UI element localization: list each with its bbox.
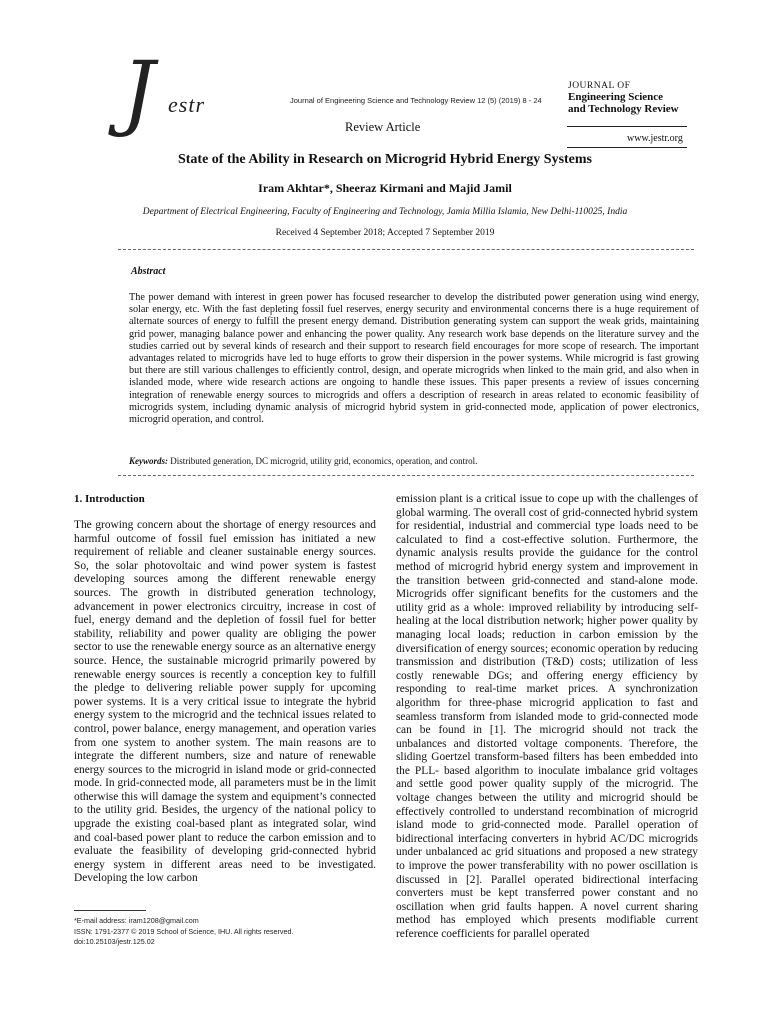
keywords-label: Keywords: xyxy=(129,456,168,466)
abstract-heading: Abstract xyxy=(131,266,166,277)
body-column-left: The growing concern about the shortage of energy resources and harmful outcome of fossil fuel emission has initiated a new requirement of reliable and cleaner sustainable energy sources. So, the solar photovoltaic and wind power system is fastest developing sources among the different renewable energy sources. The growth in distributed generation technology, advancement in power electronics circuitry, increase in cost of fuel, energy demand and the depletion of fossil fuel for better stability, reliability and power quality are obliging the power sector to use the renewable energy source as an alternative energy source. Hence, the sustainable microgrid primarily powered by renewable energy sources is recently a conception key to fulfill the pledge to delivering reliable power supply for upcoming power systems. It is a very critical issue to integrate the hybrid energy system to the microgrid and the technical issues related to control, power balance, energy management, and operation varies from one system to another system. The main reasons are to integrate the different numbers, size and nature of renewable energy sources to the microgrid in island mode or grid-connected mode. In grid-connected mode, all parameters must be in the limit otherwise this will damage the system and equipment’s connected to the utility grid. Besides, the urgency of the national policy to upgrade the existing coal-based plant as integrated solar, wind and coal-based power plant to reduce the carbon emission and to evaluate the feasibility of developing grid-connected hybrid energy system in different areas need to be investigated. Developing the low carbon xyxy=(74,519,376,885)
paper-authors: Iram Akhtar*, Sheeraz Kirmani and Majid Jamil xyxy=(258,181,512,195)
footnote-issn: ISSN: 1791-2377 © 2019 School of Science, IHU. All rights reserved. xyxy=(74,926,294,936)
journal-rule-bottom xyxy=(567,147,687,148)
journal-website[interactable]: www.jestr.org xyxy=(627,133,683,144)
footnote-email: *E-mail address: iram1208@gmail.com xyxy=(74,916,199,925)
body-column-right: emission plant is a critical issue to cope up with the challenges of global warming. The overall cost of grid-connected hybrid system for residential, industrial and commercial type loads need to be calculated to find a cost-effective solution. Furthermore, the dynamic analysis results provide the guidance for the control method of microgrid hybrid energy system and improvement in the transition between grid-connected and stand-alone mode. Microgrids offer significant benefits for the customers and the utility grid as a whole: improved reliability by introducing self-healing at the local distribution network; higher power quality by managing local loads; reduction in carbon emission by the diversification of energy sources; economic operation by reducing transmission and distribution (T&D) costs; utilization of less costly renewable DGs; and offering energy efficiency by responding to real-time market prices. A synchronization algorithm for three-phase microgrid application to fast and seamless transform from islanded mode to grid-connected mode can be found in [1]. The microgrid should not track the unbalances and distorted voltage components. Therefore, the sliding Goertzel transform-based filters has been embedded into the PLL- based algorithm to inoculate imbalance grid voltages and settle good power quality supply of the microgrid. The voltage changes between the utility and microgrid should be effectively controlled to understand recombination of microgrid island mode to grid-connected mode. Parallel operation of bidirectional interfacing converters in hybrid AC/DC microgrids under unbalanced ac grid situations and proposed a new strategy to improve the power transferability with no power oscillation is discussed in [2]. Parallel operated bidirectional interfacing converters must be kept transferred power constant and no oscillation when grid faults happen. A novel current sharing method has employed which presents modifiable current reference coefficients for parallel operated xyxy=(396,493,698,940)
footnote-doi: doi:10.25103/jestr.125.02 xyxy=(74,937,155,946)
footnotes xyxy=(74,916,293,948)
journal-logo-letter: J xyxy=(122,45,155,140)
divider-bottom xyxy=(118,475,694,476)
keywords-text: Distributed generation, DC microgrid, utility grid, economics, operation, and control. xyxy=(170,456,478,466)
journal-name-block xyxy=(568,82,708,115)
journal-name-line2: and Technology Review xyxy=(568,102,679,115)
journal-of-label: JOURNAL OF xyxy=(568,81,631,91)
article-type: Review Article xyxy=(345,120,421,134)
keywords-line xyxy=(129,456,699,466)
journal-rule-top xyxy=(567,126,687,127)
paper-title: State of the Ability in Research on Microgrid Hybrid Energy Systems xyxy=(177,152,593,167)
journal-name-line1: Engineering Science xyxy=(568,90,664,103)
citation-line: Journal of Engineering Science and Technology Review 12 (5) (2019) 8 - 24 xyxy=(290,96,542,105)
paper-affiliation: Department of Electrical Engineering, Faculty of Engineering and Technology, Jamia Millia Islamia, New Delhi-110025, India xyxy=(142,207,628,217)
section-heading-introduction: 1. Introduction xyxy=(74,493,145,505)
journal-logo-text: estr xyxy=(168,92,205,117)
divider-top xyxy=(118,249,694,250)
abstract-text: The power demand with interest in green power has focused researcher to develop the distributed power generation using wind energy, solar energy, etc. With the fast depleting fossil fuel reserves, energy security and environmental concerns there is a huge requirement of alternate sources of energy to fulfill the present energy demand. Distribution generating system can support the weak grids, maintaining grid power, managing balance power and enhancing the power quality. Any research work base depends on the literature survey and the studies carried out by several kinds of research and their support to research field encourages for more scope of research. The important advantages related to microgrids have led to huge efforts to grow their dispersion in the power systems. While microgrid is fast growing but there are still various challenges to efficiently control, design, and operate microgrids when linked to the main grid, and also when in islanded mode, where wide research actions are ongoing to handle these issues. This paper presents a review of issues concerning integration of renewable energy sources to microgrids and offers a description of research in areas related to economic feasibility of microgrids system, including dynamic analysis of microgrid hybrid system in grid-connected mode, application of power electronics, microgrid operation, and control. xyxy=(129,292,699,426)
received-dates: Received 4 September 2018; Accepted 7 September 2019 xyxy=(275,228,495,238)
footnote-rule xyxy=(74,910,146,911)
